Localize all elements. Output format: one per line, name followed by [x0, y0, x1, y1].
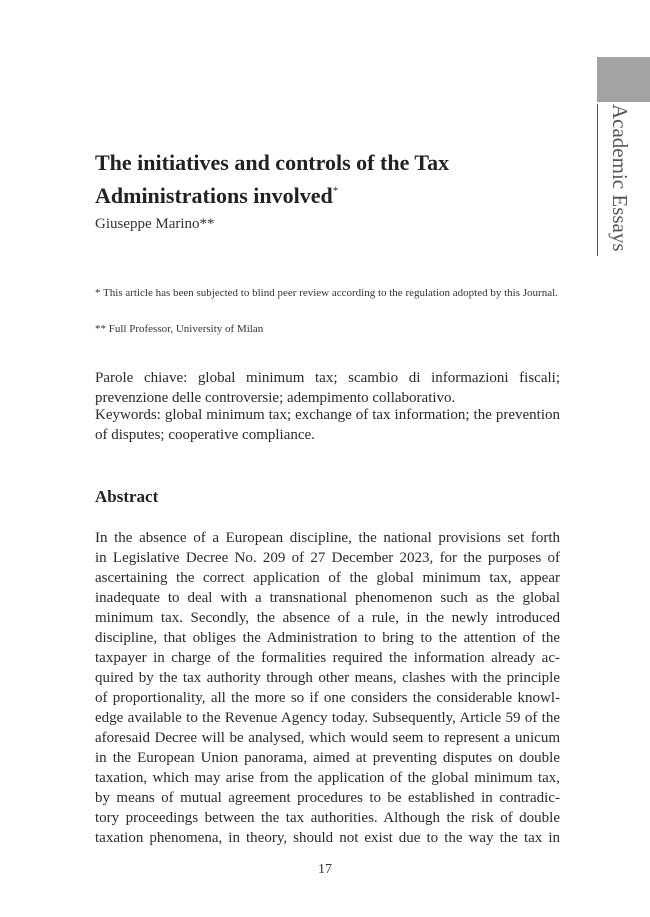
abstract-line: aforesaid Decree will be analysed, which would seem to represent a unicum — [95, 730, 560, 746]
abstract-body — [95, 528, 560, 848]
abstract-line: by means of mutual agreement procedures to be established in contradic- — [95, 790, 560, 806]
footnote-affiliation: ** Full Professor, University of Milan — [95, 323, 264, 335]
abstract-line: ascertaining the correct application of the global minimum tax, appear — [95, 570, 560, 586]
abstract-line: taxpayer in charge of the formalities required the information already ac- — [95, 650, 560, 666]
section-label: Academic Essays — [608, 104, 632, 252]
abstract-line: tory proceedings between the tax authorities. Although the risk of double — [95, 810, 560, 826]
article-title-text: The initiatives and controls of the Tax Administrations involved — [95, 150, 450, 208]
abstract-line: quired by the tax authority through other means, clashes with the principle — [95, 670, 560, 686]
abstract-line: minimum tax. Secondly, the absence of a rule, in the newly introduced — [95, 610, 560, 626]
abstract-line: inadequate to deal with a transnational phenomenon such as the global — [95, 590, 560, 606]
page-number: 17 — [318, 862, 332, 877]
abstract-line: In the absence of a European discipline, the national provisions set forth — [95, 530, 560, 546]
abstract-line: discipline, that obliges the Administration to bring to the attention of the — [95, 630, 560, 646]
section-tab-rule — [597, 104, 598, 256]
title-footnote-marker: * — [332, 185, 339, 197]
abstract-heading: Abstract — [95, 487, 159, 506]
footnote-peer-review: * This article has been subjected to blind peer review according to the regulation adopted by this Journal. — [95, 287, 558, 299]
author-name: Giuseppe Marino** — [95, 216, 215, 232]
abstract-line: taxation, which may arise from the application of the global minimum tax, — [95, 770, 560, 786]
section-tab-marker — [597, 57, 650, 102]
article-title — [95, 148, 545, 210]
abstract-line: in the European Union panorama, aimed at preventing disputes on double — [95, 750, 560, 766]
abstract-line: taxation phenomena, in theory, should not exist due to the way the tax in — [95, 830, 560, 846]
keywords-italian: Parole chiave: global minimum tax; scambio di informazioni fiscali; prevenzione delle controversie; adempimento collaborativo. — [95, 370, 560, 406]
abstract-line: edge available to the Revenue Agency today. Subsequently, Article 59 of the — [95, 710, 560, 726]
keywords-english: Keywords: global minimum tax; exchange of tax information; the prevention of disputes; cooperative compliance. — [95, 407, 560, 443]
abstract-line: of proportionality, all the more so if one considers the considerable knowl- — [95, 690, 560, 706]
abstract-line: in Legislative Decree No. 209 of 27 December 2023, for the purposes of — [95, 550, 560, 566]
